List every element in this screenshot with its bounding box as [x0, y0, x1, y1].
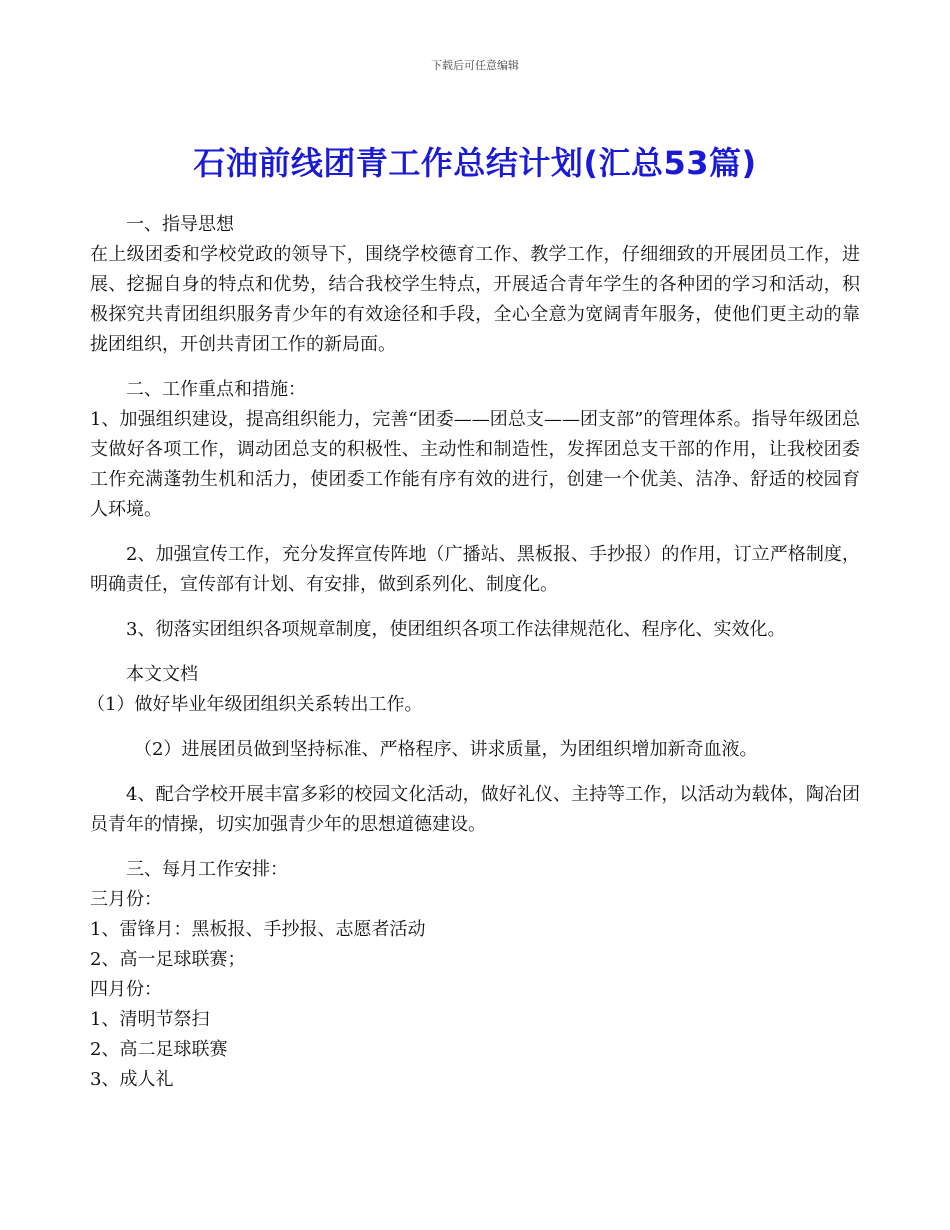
- list-item: 2、高二足球联赛: [90, 1039, 228, 1060]
- section-heading-1: 一、指导思想: [126, 214, 234, 235]
- section-body-1: 在上级团委和学校党政的领导下，围绕学校德育工作、教学工作，仔细细致的开展团员工作，进展、挖掘自身的特点和优势，结合我校学生特点，开展适合青年学生的各种团的学习和活动，积极探究共青团组织服务青少年的有效途径和手段，全心全意为宽阔青年服务，使他们更主动的靠拢团组织，开创共青团工作的新局面。: [90, 244, 860, 355]
- list-item-1: 1、加强组织建设，提高组织能力，完善“团委——团总支——团支部”的管理体系。指导年级团总支做好各项工作，调动团总支的积极性、主动性和制造性，发挥团总支干部的作用，让我校团委工作充满蓬勃生机和活力，使团委工作能有序有效的进行，创建一个优美、洁净、舒适的校园育人环境。: [90, 409, 860, 520]
- doc-label: 本文文档: [126, 664, 198, 685]
- sub-item-1: （1）做好毕业年级团组织关系转出工作。: [87, 694, 423, 715]
- header-note: 下载后可任意编辑: [431, 59, 519, 72]
- list-item-3: 3、彻落实团组织各项规章制度，使团组织各项工作法律规范化、程序化、实效化。: [126, 619, 786, 640]
- list-item: 3、成人礼: [90, 1069, 174, 1090]
- document-body: [87, 210, 860, 1095]
- month-label-april: 四月份：: [90, 979, 162, 1000]
- list-item: 2、高一足球联赛；: [90, 949, 246, 970]
- sub-item-2: （2）进展团员做到坚持标准、严格程序、讲求质量，为团组织增加新奇血液。: [134, 739, 758, 760]
- list-item: 1、雷锋月：黑板报、手抄报、志愿者活动: [90, 919, 426, 940]
- list-item: 1、清明节祭扫: [90, 1009, 210, 1030]
- list-item-4: 4、配合学校开展丰富多彩的校园文化活动，做好礼仪、主持等工作，以活动为载体，陶冶团员青年的情操，切实加强青少年的思想道德建设。: [90, 784, 860, 835]
- document-title: 石油前线团青工作总结计划(汇总53篇): [193, 144, 757, 182]
- month-label-march: 三月份：: [90, 889, 162, 910]
- section-heading-3: 三、每月工作安排：: [126, 859, 288, 880]
- section-heading-2: 二、工作重点和措施：: [126, 379, 306, 400]
- list-item-2: 2、加强宣传工作，充分发挥宣传阵地（广播站、黑板报、手抄报）的作用，订立严格制度，明确责任，宣传部有计划、有安排，做到系列化、制度化。: [90, 544, 860, 595]
